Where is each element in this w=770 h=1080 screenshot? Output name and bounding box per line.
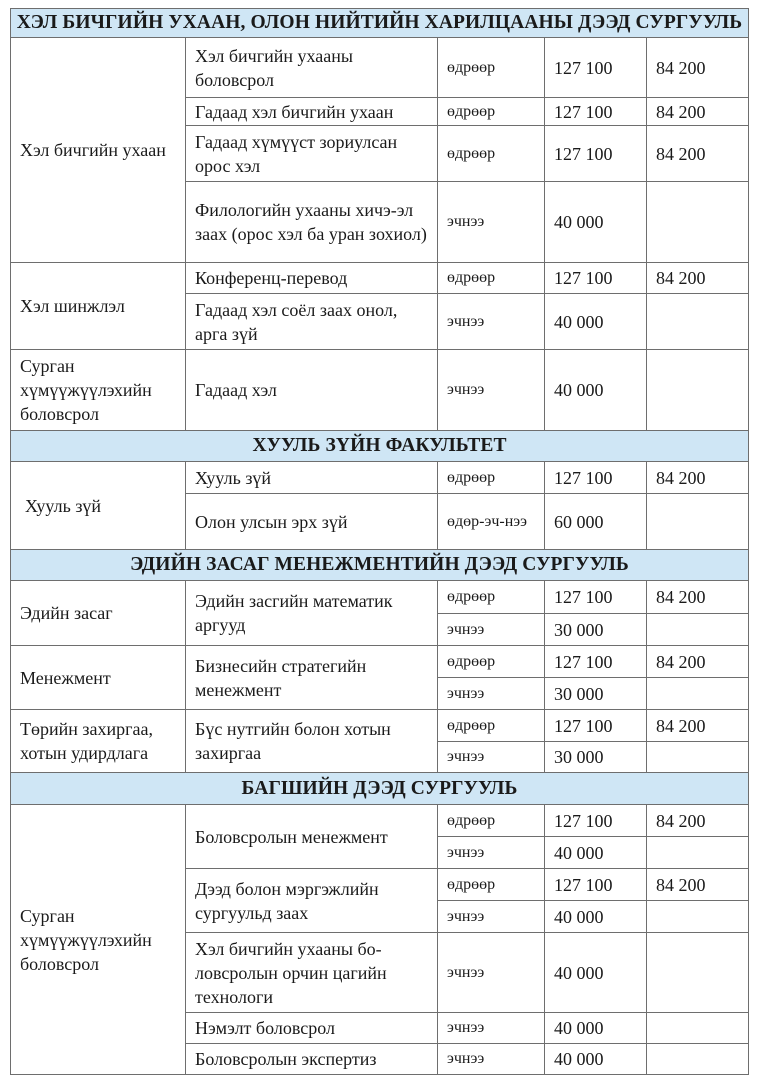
study-form: өдрөөр (438, 98, 545, 126)
field-name: Эдийн засаг (11, 581, 186, 646)
study-form: өдрөөр (438, 462, 545, 494)
table-row (11, 646, 749, 678)
tuition-fee-secondary (647, 294, 749, 350)
tuition-fee: 30 000 (545, 614, 647, 646)
study-form: өдрөөр (438, 805, 545, 837)
section-header-row (11, 431, 749, 462)
section-title: ХУУЛЬ ЗҮЙН ФАКУЛЬТЕТ (11, 431, 749, 462)
program-name: Олон улсын эрх зүй (186, 494, 438, 550)
program-name: Бүс нутгийн болон хотын захиргаа (186, 710, 438, 773)
tuition-fee: 60 000 (545, 494, 647, 550)
field-name: Сурган хүмүүжүүлэхийн боловсрол (11, 350, 186, 431)
tuition-fee-secondary: 84 200 (647, 126, 749, 182)
program-name: Бизнесийн стратегийн менежмент (186, 646, 438, 710)
section-title: ХЭЛ БИЧГИЙН УХААН, ОЛОН НИЙТИЙН ХАРИЛЦААНЫ ДЭЭД СУРГУУЛЬ (11, 9, 749, 38)
study-form: эчнээ (438, 933, 545, 1013)
study-form: өдрөөр (438, 263, 545, 294)
study-form: эчнээ (438, 678, 545, 710)
tuition-fee-secondary (647, 837, 749, 869)
tuition-fee: 40 000 (545, 350, 647, 431)
tuition-fee-secondary: 84 200 (647, 462, 749, 494)
tuition-fee-table (10, 8, 749, 1075)
field-name: Сурган хүмүүжүүлэхийн боловсрол (11, 805, 186, 1075)
program-name: Хэл бичгийн ухааны бо-ловсролын орчин цагийн технологи (186, 933, 438, 1013)
field-name: Хууль зүй (11, 462, 186, 550)
tuition-fee: 40 000 (545, 901, 647, 933)
program-name: Гадаад хүмүүст зориулсан орос хэл (186, 126, 438, 182)
tuition-fee-secondary (647, 614, 749, 646)
tuition-fee: 40 000 (545, 1044, 647, 1075)
table-row (11, 38, 749, 98)
tuition-fee: 40 000 (545, 933, 647, 1013)
study-form: эчнээ (438, 294, 545, 350)
tuition-fee-secondary: 84 200 (647, 263, 749, 294)
study-form: өдөр-эч-нээ (438, 494, 545, 550)
tuition-fee-secondary (647, 933, 749, 1013)
tuition-fee-secondary (647, 1044, 749, 1075)
tuition-fee-secondary (647, 742, 749, 773)
table-row (11, 710, 749, 742)
tuition-fee-secondary: 84 200 (647, 805, 749, 837)
program-name: Филологийн ухааны хичэ-эл заах (орос хэл ба уран зохиол) (186, 182, 438, 263)
program-name: Хэл бичгийн ухааны боловсрол (186, 38, 438, 98)
table-row (11, 462, 749, 494)
study-form: эчнээ (438, 1013, 545, 1044)
tuition-fee: 127 100 (545, 805, 647, 837)
program-name: Нэмэлт боловсрол (186, 1013, 438, 1044)
tuition-fee-secondary: 84 200 (647, 869, 749, 901)
tuition-fee: 127 100 (545, 462, 647, 494)
tuition-fee: 127 100 (545, 38, 647, 98)
tuition-fee-secondary (647, 350, 749, 431)
tuition-fee: 127 100 (545, 126, 647, 182)
section-header-row (11, 550, 749, 581)
program-name: Боловсролын экспертиз (186, 1044, 438, 1075)
tuition-fee-secondary (647, 494, 749, 550)
field-name: Менежмент (11, 646, 186, 710)
field-name: Төрийн захиргаа, хотын удирдлага (11, 710, 186, 773)
tuition-fee-document (10, 8, 748, 1075)
study-form: эчнээ (438, 1044, 545, 1075)
tuition-fee: 30 000 (545, 678, 647, 710)
tuition-fee: 127 100 (545, 581, 647, 614)
study-form: өдрөөр (438, 38, 545, 98)
study-form: өдрөөр (438, 869, 545, 901)
study-form: өдрөөр (438, 710, 545, 742)
tuition-fee: 127 100 (545, 710, 647, 742)
study-form: эчнээ (438, 901, 545, 933)
tuition-fee-secondary: 84 200 (647, 38, 749, 98)
table-row (11, 263, 749, 294)
section-title: БАГШИЙН ДЭЭД СУРГУУЛЬ (11, 773, 749, 805)
tuition-fee: 127 100 (545, 869, 647, 901)
field-name: Хэл бичгийн ухаан (11, 38, 186, 263)
tuition-fee-secondary: 84 200 (647, 646, 749, 678)
program-name: Боловсролын менежмент (186, 805, 438, 869)
tuition-fee: 127 100 (545, 263, 647, 294)
field-name: Хэл шинжлэл (11, 263, 186, 350)
study-form: эчнээ (438, 837, 545, 869)
tuition-fee: 40 000 (545, 837, 647, 869)
study-form: өдрөөр (438, 126, 545, 182)
program-name: Гадаад хэл соёл заах онол, арга зүй (186, 294, 438, 350)
program-name: Гадаад хэл бичгийн ухаан (186, 98, 438, 126)
tuition-fee: 40 000 (545, 182, 647, 263)
program-name: Конференц-перевод (186, 263, 438, 294)
table-row (11, 581, 749, 614)
tuition-fee: 127 100 (545, 646, 647, 678)
tuition-fee: 30 000 (545, 742, 647, 773)
study-form: эчнээ (438, 742, 545, 773)
section-header-row (11, 773, 749, 805)
tuition-fee-secondary (647, 901, 749, 933)
tuition-fee-secondary (647, 182, 749, 263)
tuition-fee-secondary: 84 200 (647, 710, 749, 742)
section-title: ЭДИЙН ЗАСАГ МЕНЕЖМЕНТИЙН ДЭЭД СУРГУУЛЬ (11, 550, 749, 581)
tuition-fee-secondary (647, 1013, 749, 1044)
tuition-fee-secondary: 84 200 (647, 581, 749, 614)
tuition-fee: 40 000 (545, 1013, 647, 1044)
section-header-row (11, 9, 749, 38)
study-form: эчнээ (438, 182, 545, 263)
study-form: эчнээ (438, 614, 545, 646)
tuition-fee-secondary: 84 200 (647, 98, 749, 126)
program-name: Эдийн засгийн математик аргууд (186, 581, 438, 646)
tuition-fee-secondary (647, 678, 749, 710)
table-row (11, 805, 749, 837)
program-name: Хууль зүй (186, 462, 438, 494)
study-form: эчнээ (438, 350, 545, 431)
study-form: өдрөөр (438, 581, 545, 614)
study-form: өдрөөр (438, 646, 545, 678)
program-name: Гадаад хэл (186, 350, 438, 431)
tuition-fee: 127 100 (545, 98, 647, 126)
tuition-fee: 40 000 (545, 294, 647, 350)
program-name: Дээд болон мэргэжлийн сургуульд заах (186, 869, 438, 933)
table-row (11, 350, 749, 431)
